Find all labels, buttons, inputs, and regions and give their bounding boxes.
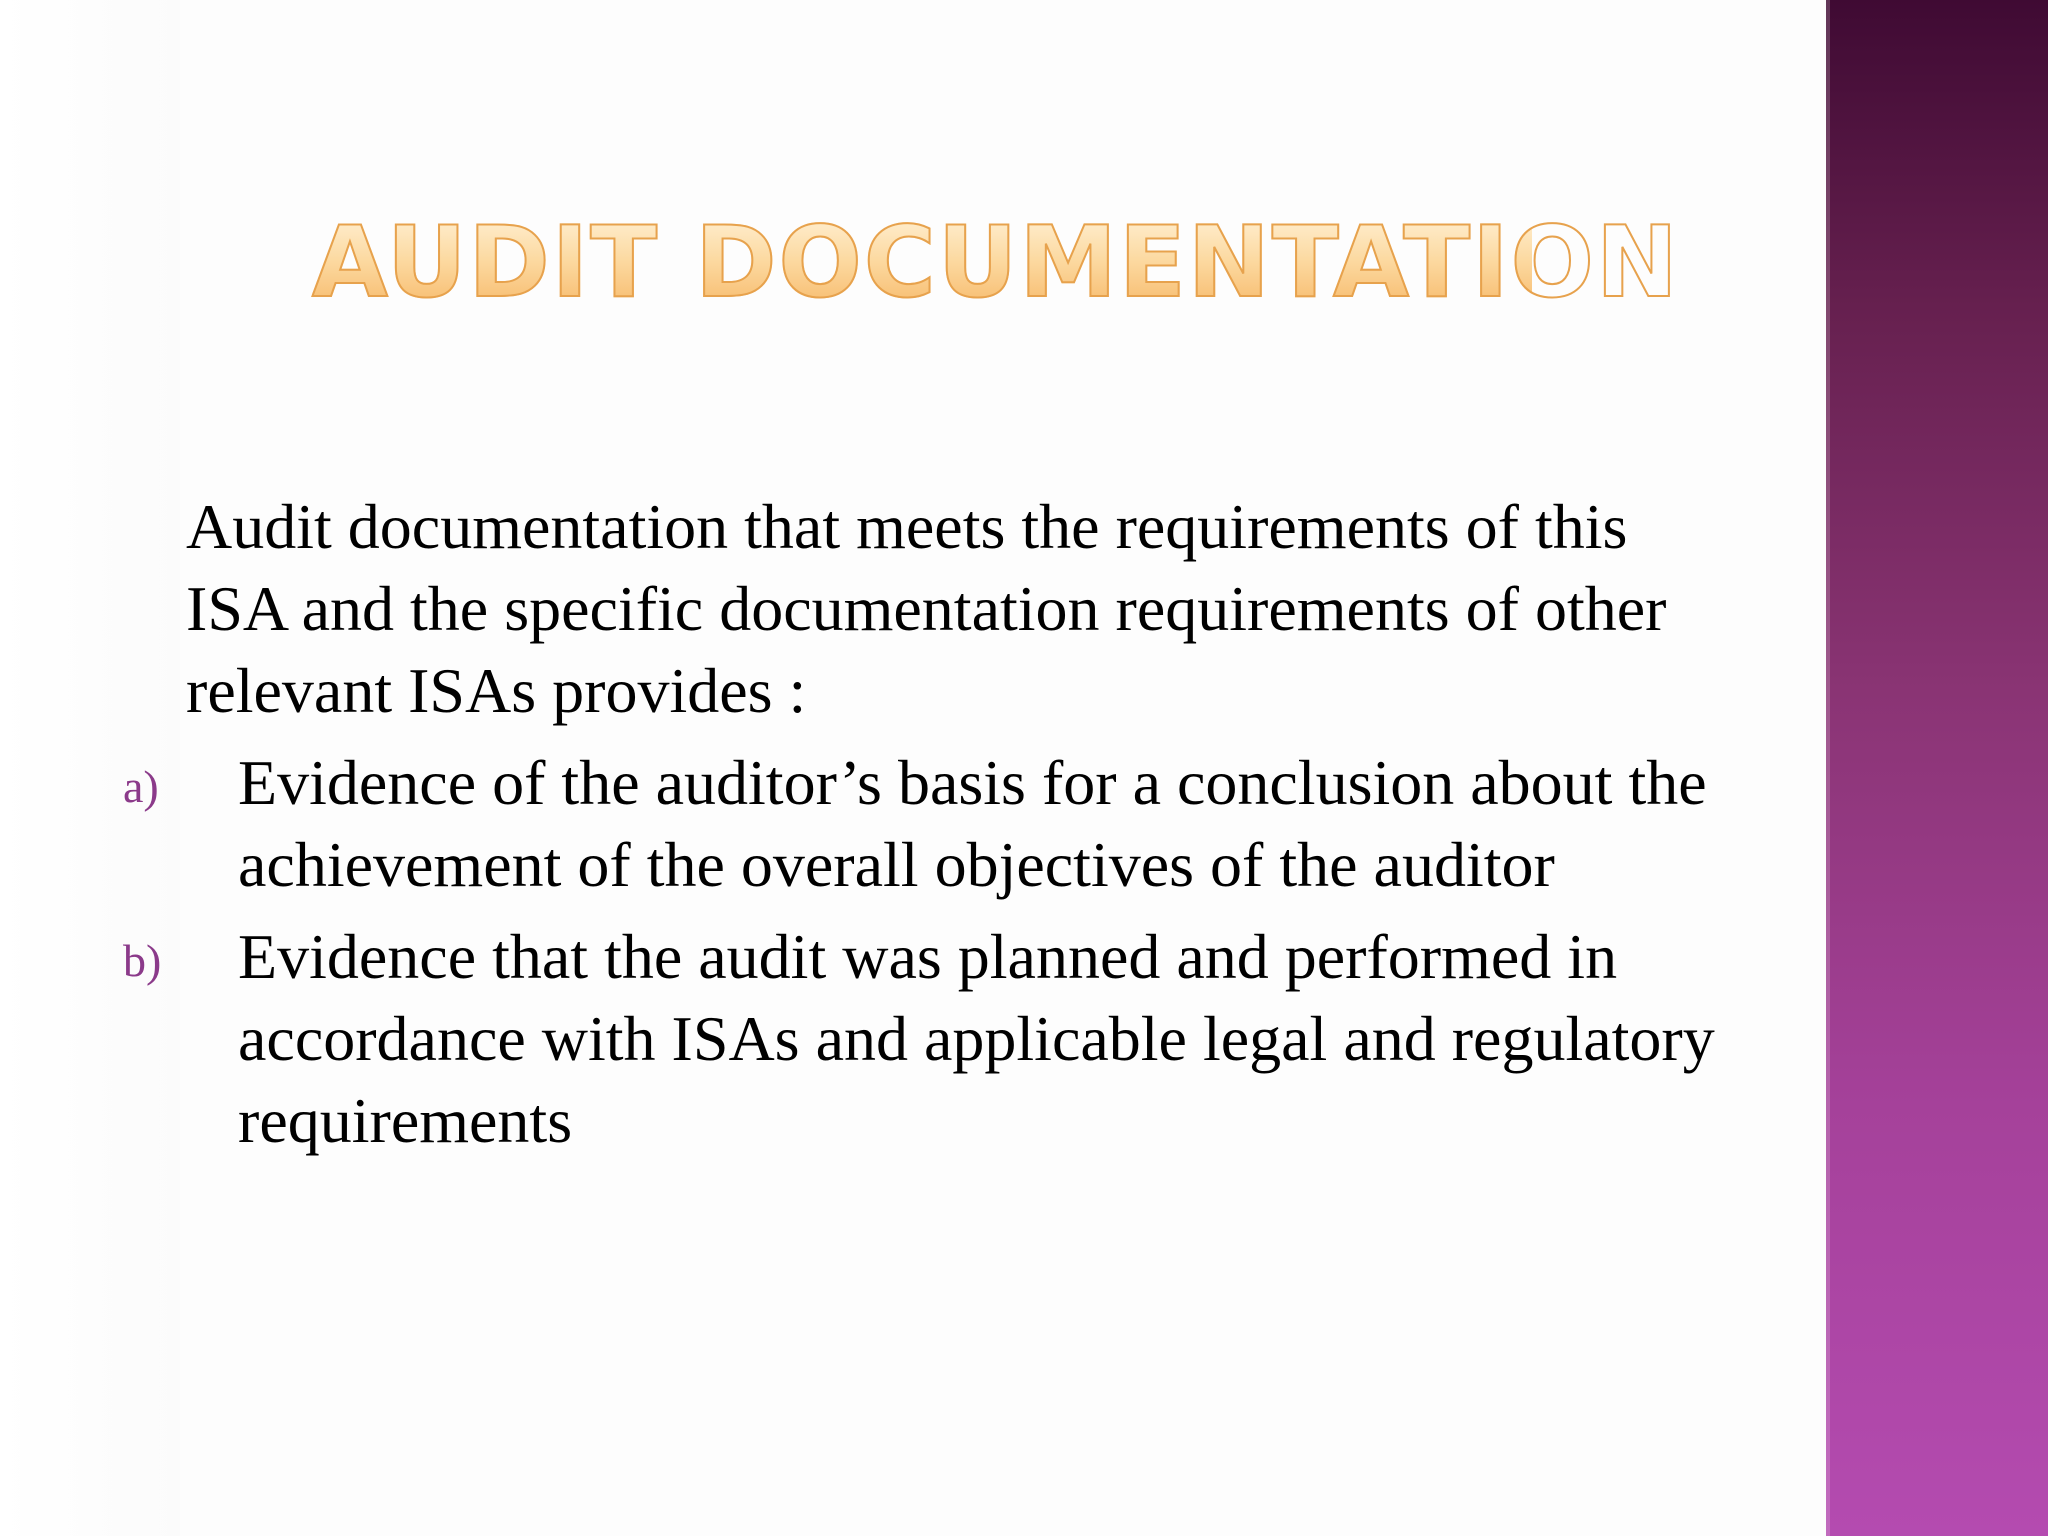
list-item-text-b: Evidence that the audit was planned and performed in accordance with ISAs and applicable legal and regulatory requirements xyxy=(238,921,1715,1156)
list-marker-b: b) xyxy=(123,935,162,986)
evidence-list xyxy=(123,742,1726,1162)
list-marker-a: a) xyxy=(123,761,159,812)
slide-title: AUDIT DOCUMENTATION xyxy=(312,206,1680,320)
side-band-edge xyxy=(1826,0,1830,1536)
slide-body xyxy=(123,486,1726,1162)
list-item-a xyxy=(123,742,1726,906)
list-item-b xyxy=(123,916,1726,1162)
intro-paragraph: Audit documentation that meets the requirements of this ISA and the specific documentation requirements of other relevant ISAs provides : xyxy=(186,491,1667,726)
decorative-side-band xyxy=(1826,0,2048,1536)
list-item-text-a: Evidence of the auditor’s basis for a conclusion about the achievement of the overall objectives of the auditor xyxy=(238,747,1707,900)
